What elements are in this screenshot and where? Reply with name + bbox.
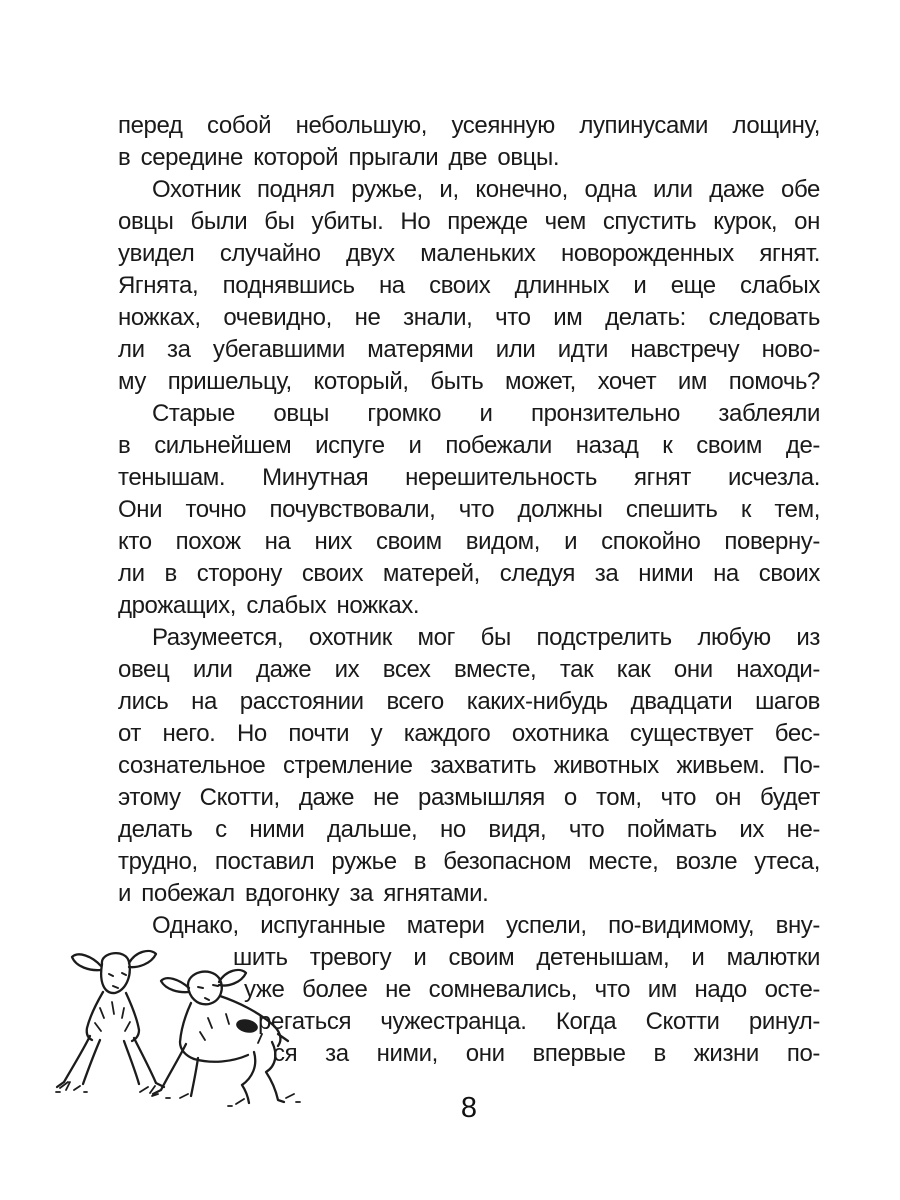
text-line: Ягнята, поднявшись на своих длинных и еще слабых — [118, 272, 820, 299]
text-line: ножках, очевидно, не знали, что им делать: следовать — [118, 304, 820, 331]
text-line: сознательное стремление захватить животных живьем. По- — [118, 752, 820, 779]
text-line: увидел случайно двух маленьких новорожденных ягнят. — [118, 240, 820, 267]
text-line: дрожащих, слабых ножках. — [118, 592, 420, 619]
text-line: в сильнейшем испуге и побежали назад к своим де- — [118, 432, 820, 459]
text-line: Старые овцы громко и пронзительно заблеяли — [152, 400, 820, 427]
text-line: Разумеется, охотник мог бы подстрелить любую из — [152, 624, 820, 651]
text-line: ся за ними, они впервые в жизни по- — [273, 1040, 820, 1067]
text-line: в середине которой прыгали две овцы. — [118, 144, 560, 171]
text-line: и побежал вдогонку за ягнятами. — [118, 880, 489, 907]
text-line: ли в сторону своих матерей, следуя за ними на своих — [118, 560, 820, 587]
text-line: делать с ними дальше, но видя, что поймать их не- — [118, 816, 820, 843]
text-line: кто похож на них своим видом, и спокойно поверну- — [118, 528, 820, 555]
text-line: ли за убегавшими матерями или идти навстречу ново- — [118, 336, 820, 363]
text-line: му пришельцу, который, быть может, хочет им помочь? — [118, 368, 820, 395]
text-line: регаться чужестранца. Когда Скотти ринул- — [258, 1008, 820, 1035]
text-line: уже более не сомневались, что им надо осте- — [244, 976, 820, 1003]
text-line: лись на расстоянии всего каких-нибудь двадцати шагов — [118, 688, 820, 715]
text-line: шить тревогу и своим детенышам, и малютки — [233, 944, 820, 971]
text-block — [118, 110, 820, 1070]
text-line: Однако, испуганные матери успели, по-видимому, вну- — [152, 912, 820, 939]
text-line: овец или даже их всех вместе, так как они находи- — [118, 656, 820, 683]
text-line: от него. Но почти у каждого охотника существует бес- — [118, 720, 820, 747]
text-line: тенышам. Минутная нерешительность ягнят исчезла. — [118, 464, 820, 491]
text-line: Охотник поднял ружье, и, конечно, одна или даже обе — [152, 176, 820, 203]
text-line: Они точно почувствовали, что должны спешить к тем, — [118, 496, 820, 523]
text-line: этому Скотти, даже не размышляя о том, что он будет — [118, 784, 820, 811]
text-line: трудно, поставил ружье в безопасном месте, возле утеса, — [118, 848, 820, 875]
page-number: 8 — [460, 1092, 478, 1124]
text-line: перед собой небольшую, усеянную лупинусами лощину, — [118, 112, 820, 139]
text-line: овцы были бы убиты. Но прежде чем спустить курок, он — [118, 208, 820, 235]
two-lambs-drawing-icon — [40, 938, 316, 1108]
lambs-illustration — [40, 938, 316, 1108]
